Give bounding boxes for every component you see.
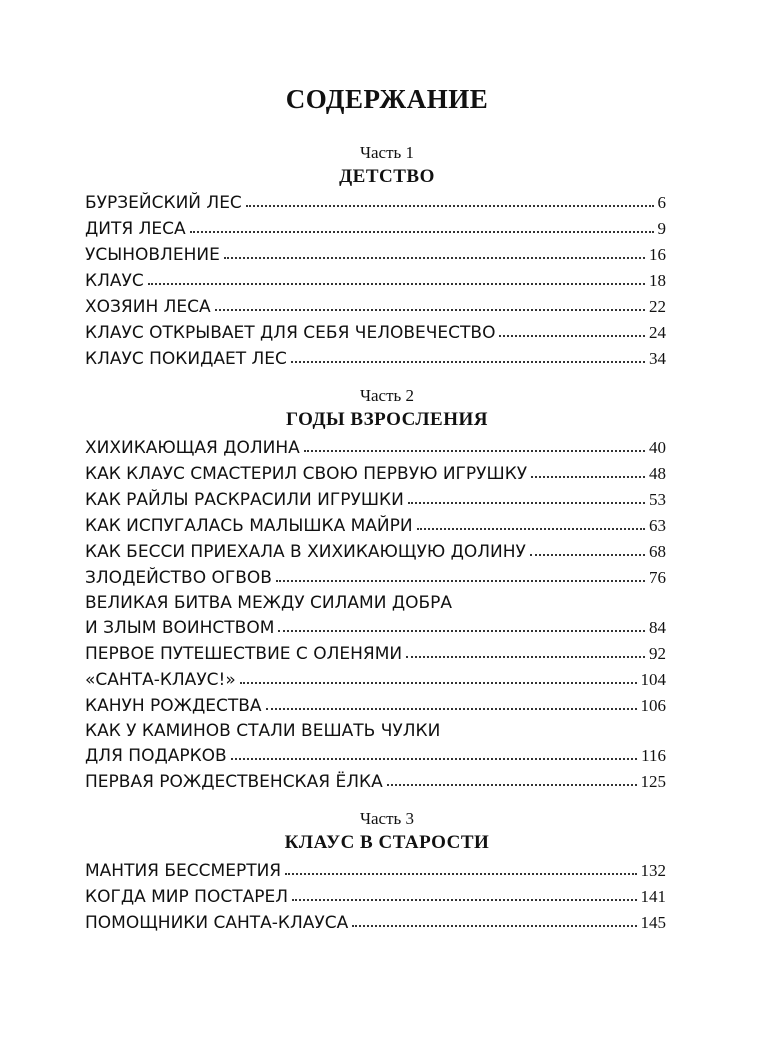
page-number: 116 bbox=[641, 746, 666, 765]
entry-title: ПЕРВАЯ РОЖДЕСТВЕНСКАЯ ЁЛКА bbox=[85, 772, 383, 792]
entry-title: ХОЗЯИН ЛЕСА bbox=[85, 297, 211, 317]
part-name: КЛАУС В СТАРОСТИ bbox=[284, 832, 490, 853]
leader-dots bbox=[246, 205, 654, 207]
entry-title: КАК БЕССИ ПРИЕХАЛА В ХИХИКАЮЩУЮ ДОЛИНУ bbox=[85, 542, 526, 562]
toc-entry[interactable] bbox=[85, 858, 666, 884]
toc-entry[interactable] bbox=[85, 910, 666, 936]
toc-entry[interactable] bbox=[85, 641, 666, 667]
part-name: ДЕТСТВО bbox=[339, 166, 435, 187]
entry-title: ДЛЯ ПОДАРКОВ bbox=[85, 746, 227, 766]
toc-entry[interactable] bbox=[85, 667, 666, 693]
toc-part-2 bbox=[85, 435, 666, 795]
entry-title: ДИТЯ ЛЕСА bbox=[85, 219, 186, 239]
toc-entry[interactable] bbox=[85, 268, 666, 294]
leader-dots bbox=[304, 450, 645, 452]
page-number: 76 bbox=[649, 568, 666, 587]
entry-title: ПЕРВОЕ ПУТЕШЕСТВИЕ С ОЛЕНЯМИ bbox=[85, 644, 403, 664]
page-number: 40 bbox=[649, 438, 666, 457]
entry-title: КАК КЛАУС СМАСТЕРИЛ СВОЮ ПЕРВУЮ ИГРУШКУ bbox=[85, 464, 528, 484]
entry-title: БУРЗЕЙСКИЙ ЛЕС bbox=[85, 193, 242, 213]
part-number: Часть 1 bbox=[359, 143, 415, 162]
page-number: 34 bbox=[649, 349, 666, 368]
part-3-heading bbox=[0, 808, 774, 856]
page-number: 18 bbox=[649, 271, 666, 290]
toc-entry[interactable] bbox=[85, 346, 666, 372]
toc-part-1 bbox=[85, 190, 666, 372]
entry-title: МАНТИЯ БЕССМЕРТИЯ bbox=[85, 861, 282, 881]
page-number: 63 bbox=[649, 516, 666, 535]
page-number: 68 bbox=[649, 542, 666, 561]
page-title: СОДЕРЖАНИЕ bbox=[285, 84, 489, 114]
entry-title: И ЗЛЫМ ВОИНСТВОМ bbox=[85, 618, 275, 638]
entry-title: ХИХИКАЮЩАЯ ДОЛИНА bbox=[85, 438, 300, 458]
toc-entry[interactable] bbox=[85, 769, 666, 795]
page-number: 16 bbox=[649, 245, 666, 264]
leader-dots bbox=[387, 784, 637, 786]
page-number: 53 bbox=[649, 490, 666, 509]
part-name: ГОДЫ ВЗРОСЛЕНИЯ bbox=[286, 409, 488, 430]
entry-title: КАК РАЙЛЫ РАСКРАСИЛИ ИГРУШКИ bbox=[85, 490, 404, 510]
part-1-heading bbox=[0, 142, 774, 190]
toc-entry[interactable] bbox=[85, 693, 666, 719]
page-number: 145 bbox=[640, 913, 666, 932]
part-number: Часть 2 bbox=[359, 386, 415, 405]
leader-dots bbox=[530, 554, 645, 556]
entry-title: УСЫНОВЛЕНИЕ bbox=[85, 245, 220, 265]
toc-entry[interactable] bbox=[85, 539, 666, 565]
page-number: 92 bbox=[649, 644, 666, 663]
toc-entry[interactable] bbox=[85, 320, 666, 346]
entry-title: КОГДА МИР ПОСТАРЕЛ bbox=[85, 887, 288, 907]
leader-dots bbox=[408, 502, 645, 504]
leader-dots bbox=[278, 630, 645, 632]
page-number: 84 bbox=[649, 618, 666, 637]
page-number: 48 bbox=[649, 464, 666, 483]
page-number: 9 bbox=[657, 219, 666, 238]
leader-dots bbox=[231, 758, 637, 760]
entry-title-line1: КАК У КАМИНОВ СТАЛИ ВЕШАТЬ ЧУЛКИ bbox=[85, 721, 441, 741]
leader-dots bbox=[417, 528, 645, 530]
leader-dots bbox=[499, 335, 645, 337]
page-number: 106 bbox=[640, 696, 666, 715]
entry-title: КАК ИСПУГАЛАСЬ МАЛЫШКА МАЙРИ bbox=[85, 516, 413, 536]
toc-entry[interactable] bbox=[85, 615, 666, 641]
page-number: 6 bbox=[657, 193, 666, 212]
entry-title-line1: ВЕЛИКАЯ БИТВА МЕЖДУ СИЛАМИ ДОБРА bbox=[85, 593, 453, 613]
toc-entry[interactable] bbox=[85, 242, 666, 268]
page-number: 24 bbox=[649, 323, 666, 342]
toc-entry[interactable] bbox=[85, 294, 666, 320]
leader-dots bbox=[240, 682, 637, 684]
leader-dots bbox=[266, 708, 637, 710]
entry-title: КЛАУС ПОКИДАЕТ ЛЕС bbox=[85, 349, 287, 369]
toc-part-3 bbox=[85, 858, 666, 936]
entry-title: КЛАУС bbox=[85, 271, 144, 291]
leader-dots bbox=[406, 656, 645, 658]
entry-title: ПОМОЩНИКИ САНТА-КЛАУСА bbox=[85, 913, 349, 933]
toc-entry[interactable] bbox=[85, 565, 666, 591]
page-number: 132 bbox=[640, 861, 666, 880]
toc-entry[interactable] bbox=[85, 884, 666, 910]
part-number: Часть 3 bbox=[359, 809, 415, 828]
leader-dots bbox=[148, 283, 645, 285]
entry-title: «САНТА-КЛАУС!» bbox=[85, 670, 236, 690]
leader-dots bbox=[224, 257, 645, 259]
leader-dots bbox=[190, 231, 654, 233]
entry-title: КАНУН РОЖДЕСТВА bbox=[85, 696, 262, 716]
leader-dots bbox=[292, 899, 637, 901]
leader-dots bbox=[291, 361, 645, 363]
toc-entry[interactable] bbox=[85, 435, 666, 461]
leader-dots bbox=[285, 873, 636, 875]
toc-entry[interactable] bbox=[85, 743, 666, 769]
toc-entry[interactable] bbox=[85, 190, 666, 216]
toc-entry[interactable] bbox=[85, 216, 666, 242]
leader-dots bbox=[531, 476, 645, 478]
page-number: 141 bbox=[640, 887, 666, 906]
leader-dots bbox=[352, 925, 636, 927]
entry-title: КЛАУС ОТКРЫВАЕТ ДЛЯ СЕБЯ ЧЕЛОВЕЧЕСТВО bbox=[85, 323, 496, 343]
page-number: 104 bbox=[640, 670, 666, 689]
page-number: 125 bbox=[640, 772, 666, 791]
part-2-heading bbox=[0, 385, 774, 433]
leader-dots bbox=[276, 580, 645, 582]
toc-entry[interactable] bbox=[85, 461, 666, 487]
toc-entry[interactable] bbox=[85, 513, 666, 539]
toc-entry[interactable] bbox=[85, 487, 666, 513]
page-number: 22 bbox=[649, 297, 666, 316]
entry-title: ЗЛОДЕЙСТВО ОГВОВ bbox=[85, 568, 272, 588]
leader-dots bbox=[215, 309, 645, 311]
